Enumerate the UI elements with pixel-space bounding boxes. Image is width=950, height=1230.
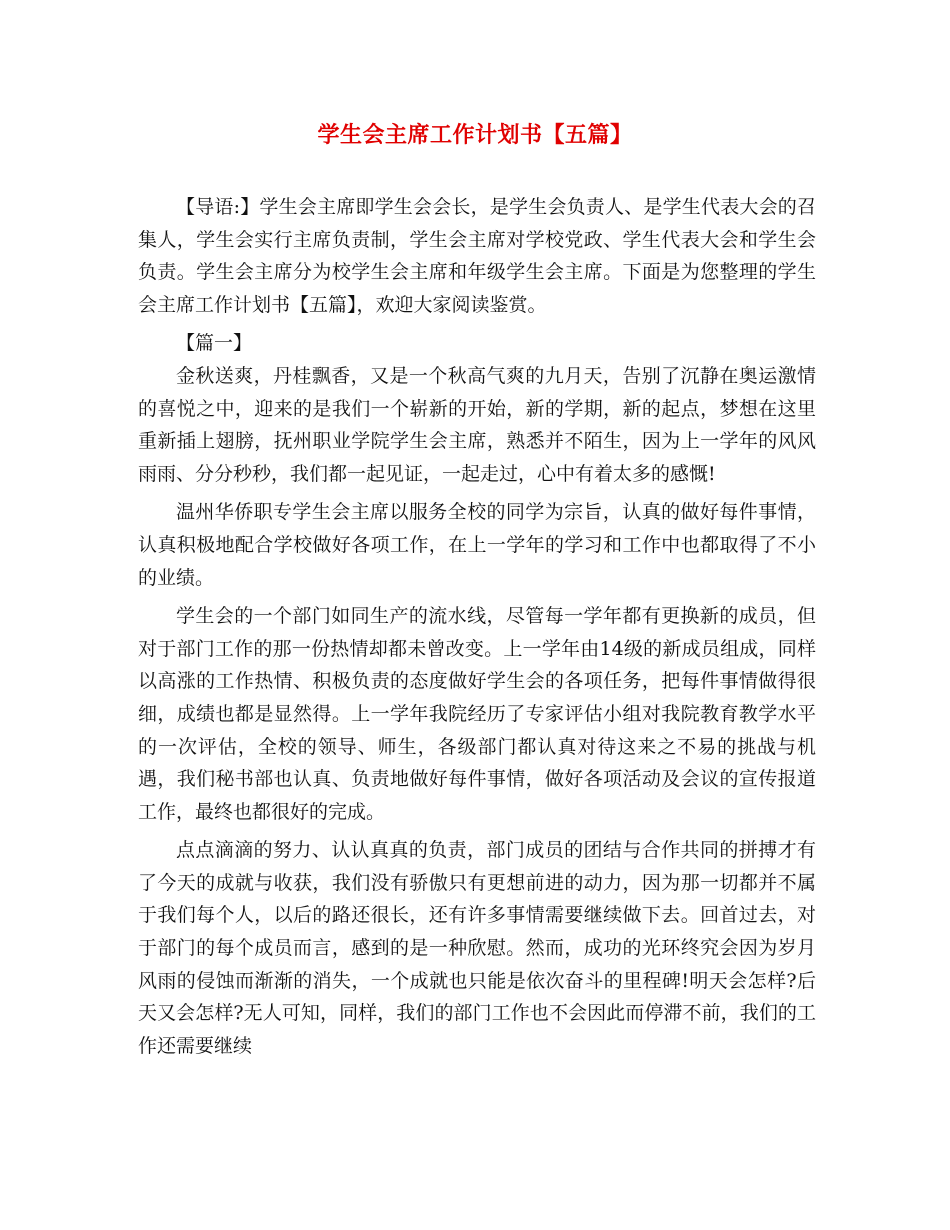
body-paragraph: 学生会的一个部门如同生产的流水线，尽管每一学年都有更换新的成员，但对于部门工作的那一份热情却都未曾改变。上一学年由14级的新成员组成，同样以高涨的工作热情、积极负责的态度做好学生会的各项任务，把每件事情做得很细，成绩也都是显然得。上一学年我院经历了专家评估小组对我院教育教学水平的一次评估，全校的领导、师生，各级部门都认真对待这来之不易的挑战与机遇，我们秘书部也认真、负责地做好每件事情，做好各项活动及会议的宣传报道工作，最终也都很好的完成。 [138, 605, 816, 823]
intro-paragraph: 【导语:】学生会主席即学生会会长，是学生会负责人、是学生代表大会的召集人，学生会实行主席负责制，学生会主席对学校党政、学生代表大会和学生会负责。学生会主席分为校学生会主席和年级学生会主席。下面是为您整理的学生会主席工作计划书【五篇】，欢迎大家阅读鉴赏。 [138, 196, 816, 316]
body-paragraph: 温州华侨职专学生会主席以服务全校的同学为宗旨，认真的做好每件事情，认真积极地配合学校做好各项工作，在上一学年的学习和工作中也都取得了不小的业绩。 [138, 501, 816, 589]
document-body [138, 191, 816, 1062]
body-paragraph: 点点滴滴的努力、认认真真的负责，部门成员的团结与合作共同的拼搏才有了今天的成就与收获，我们没有骄傲只有更想前进的动力，因为那一切都并不属于我们每个人，以后的路还很长，还有许多事情需要继续做下去。回首过去，对于部门的每个成员而言，感到的是一种欣慰。然而，成功的光环终究会因为岁月风雨的侵蚀而渐渐的消失，一个成就也只能是依次奋斗的里程碑!明天会怎样?后天又会怎样?无人可知，同样，我们的部门工作也不会因此而停滞不前，我们的工作还需要继续 [138, 839, 816, 1057]
body-paragraph: 金秋送爽，丹桂飘香，又是一个秋高气爽的九月天，告别了沉静在奥运激情的喜悦之中，迎来的是我们一个崭新的开始，新的学期，新的起点，梦想在这里重新插上翅膀，抚州职业学院学生会主席，熟悉并不陌生，因为上一学年的风风雨雨、分分秒秒，我们都一起见证，一起走过，心中有着太多的感慨! [138, 364, 816, 485]
section-heading: 【篇一】 [176, 332, 253, 355]
document-title: 学生会主席工作计划书【五篇】 [317, 122, 633, 148]
